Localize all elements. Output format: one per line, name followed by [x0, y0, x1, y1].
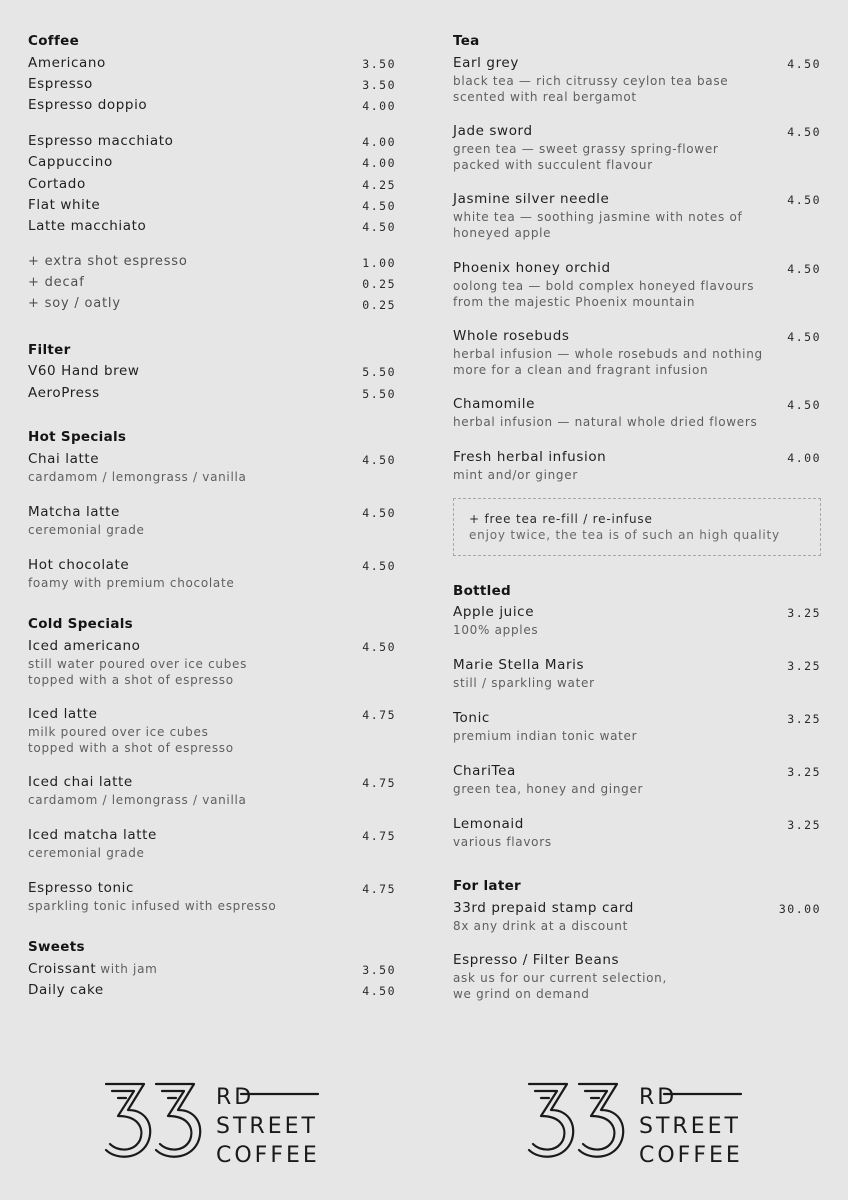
item-price: 4.50 [787, 262, 821, 276]
menu-item-cortado [28, 176, 396, 192]
item-name: Tonic [453, 710, 490, 726]
item-description-2: honeyed apple [453, 226, 552, 240]
menu-item-jade-sword [453, 123, 821, 173]
menu-item-espresso-macchiato [28, 133, 396, 149]
item-description-2: more for a clean and fragrant infusion [453, 363, 709, 377]
item-description: premium indian tonic water [453, 729, 638, 743]
item-name: Latte macchiato [28, 218, 147, 234]
item-name: Lemonaid [453, 816, 524, 832]
item-name: Iced chai latte [28, 774, 133, 790]
item-name: Apple juice [453, 604, 535, 620]
item-description-2: topped with a shot of espresso [28, 741, 234, 755]
item-description: milk poured over ice cubes [28, 725, 209, 739]
logo-line-1: RD [216, 1085, 255, 1110]
menu-item-jasmine-silver-needle [453, 191, 821, 241]
item-name: 33rd prepaid stamp card [453, 900, 634, 916]
item-price: 3.25 [787, 606, 821, 620]
item-name-text: Croissant [28, 961, 97, 977]
item-description: still / sparkling water [453, 676, 595, 690]
item-price: 4.25 [362, 178, 396, 192]
menu-item-espresso-doppio [28, 97, 396, 113]
addon-decaf [28, 275, 396, 291]
brand-logo-mark [527, 1080, 747, 1166]
menu-item-earl-grey [453, 55, 821, 105]
item-name: Cappuccino [28, 154, 113, 170]
menu-item-beans [453, 952, 821, 1002]
item-price: 4.50 [362, 984, 396, 998]
item-note: with jam [100, 962, 158, 976]
item-price: 4.00 [362, 156, 396, 170]
item-description: foamy with premium chocolate [28, 576, 235, 590]
section-title-coffee: Coffee [28, 33, 80, 49]
item-description: black tea — rich citrussy ceylon tea base [453, 74, 729, 88]
item-name: Cortado [28, 176, 86, 192]
brand-logo-left [104, 1080, 324, 1166]
menu-item-aeropress [28, 385, 396, 401]
menu-item-cappuccino [28, 154, 396, 170]
menu-item-flat-white [28, 197, 396, 213]
item-price: 4.50 [362, 559, 396, 573]
menu-item-lemonaid [453, 816, 821, 850]
item-description: various flavors [453, 835, 552, 849]
item-price: 4.50 [787, 57, 821, 71]
item-name: Phoenix honey orchid [453, 260, 611, 276]
item-name: Iced latte [28, 706, 98, 722]
addon-soy-oatly [28, 296, 396, 312]
item-description-2: we grind on demand [453, 987, 590, 1001]
item-price: 3.50 [362, 963, 396, 977]
item-price: 3.25 [787, 765, 821, 779]
item-price: 4.00 [787, 451, 821, 465]
item-name: Espresso macchiato [28, 133, 174, 149]
brand-logo-mark [104, 1080, 324, 1166]
item-name: Iced matcha latte [28, 827, 157, 843]
item-name: Chamomile [453, 396, 536, 412]
brand-logo-right [527, 1080, 747, 1166]
item-price: 4.50 [362, 199, 396, 213]
item-price: 5.50 [362, 387, 396, 401]
menu-item-chamomile [453, 396, 821, 430]
addon-price: 0.25 [362, 277, 396, 291]
item-description: cardamom / lemongrass / vanilla [28, 793, 247, 807]
menu-item-v60 [28, 363, 396, 379]
item-name: Espresso [28, 76, 93, 92]
item-price: 4.50 [362, 220, 396, 234]
item-price: 3.50 [362, 57, 396, 71]
item-description: green tea — sweet grassy spring-flower [453, 142, 719, 156]
menu-item-matcha-latte [28, 504, 396, 538]
section-title-cold-specials: Cold Specials [28, 616, 134, 632]
item-price: 4.75 [362, 776, 396, 790]
item-description: white tea — soothing jasmine with notes of [453, 210, 743, 224]
menu-item-iced-matcha-latte [28, 827, 396, 861]
item-name: Iced americano [28, 638, 141, 654]
menu-item-tonic [453, 710, 821, 744]
addon-name: + soy / oatly [28, 296, 121, 311]
addon-price: 1.00 [362, 256, 396, 270]
item-description-2: packed with succulent flavour [453, 158, 653, 172]
item-price: 3.25 [787, 659, 821, 673]
item-price: 4.50 [787, 193, 821, 207]
item-name: Earl grey [453, 55, 519, 71]
item-description: ceremonial grade [28, 846, 145, 860]
item-price: 3.25 [787, 818, 821, 832]
menu-item-americano [28, 55, 396, 71]
item-name: Jade sword [453, 123, 533, 139]
logo-line-3: COFFEE [216, 1143, 320, 1166]
logo-line-1: RD [639, 1085, 678, 1110]
item-name: Flat white [28, 197, 101, 213]
item-description: cardamom / lemongrass / vanilla [28, 470, 247, 484]
item-description: green tea, honey and ginger [453, 782, 644, 796]
menu-item-espresso [28, 76, 396, 92]
menu-item-charitea [453, 763, 821, 797]
menu-item-iced-americano [28, 638, 396, 688]
item-price: 4.50 [362, 453, 396, 467]
section-title-sweets: Sweets [28, 939, 85, 955]
menu-item-latte-macchiato [28, 218, 396, 234]
tea-refill-notice [453, 498, 821, 556]
item-description: ceremonial grade [28, 523, 145, 537]
item-description: still water poured over ice cubes [28, 657, 248, 671]
item-name: ChariTea [453, 763, 516, 779]
menu-item-marie-stella-maris [453, 657, 821, 691]
section-title-for-later: For later [453, 878, 522, 894]
menu-item-croissant [28, 961, 396, 977]
item-description: sparkling tonic infused with espresso [28, 899, 277, 913]
menu-item-daily-cake [28, 982, 396, 998]
item-description: 100% apples [453, 623, 539, 637]
item-name: Jasmine silver needle [453, 191, 610, 207]
item-description-2: topped with a shot of espresso [28, 673, 234, 687]
item-name [28, 961, 396, 977]
item-name: Hot chocolate [28, 557, 130, 573]
item-description-2: from the majestic Phoenix mountain [453, 295, 696, 309]
addon-name: + extra shot espresso [28, 254, 188, 269]
item-price: 4.50 [362, 506, 396, 520]
addon-name: + decaf [28, 275, 85, 290]
item-price: 4.75 [362, 882, 396, 896]
item-price: 4.50 [362, 640, 396, 654]
menu-item-fresh-herbal-infusion [453, 449, 821, 483]
item-name: Americano [28, 55, 106, 71]
item-name: AeroPress [28, 385, 100, 401]
item-name: V60 Hand brew [28, 363, 140, 379]
section-title-filter: Filter [28, 342, 71, 358]
item-price: 4.50 [787, 125, 821, 139]
menu-item-chai-latte [28, 451, 396, 485]
menu-item-iced-chai-latte [28, 774, 396, 808]
menu-item-phoenix-honey-orchid [453, 260, 821, 310]
item-price: 3.25 [787, 712, 821, 726]
section-title-tea: Tea [453, 33, 480, 49]
logo-line-2: STREET [639, 1114, 741, 1139]
section-title-hot-specials: Hot Specials [28, 429, 127, 445]
item-name: Espresso / Filter Beans [453, 952, 620, 968]
item-price: 5.50 [362, 365, 396, 379]
item-name: Espresso doppio [28, 97, 148, 113]
item-description: oolong tea — bold complex honeyed flavours [453, 279, 755, 293]
menu-item-iced-latte [28, 706, 396, 756]
item-name: Espresso tonic [28, 880, 134, 896]
item-description-2: scented with real bergamot [453, 90, 637, 104]
item-price: 4.75 [362, 708, 396, 722]
addon-price: 0.25 [362, 298, 396, 312]
logo-line-2: STREET [216, 1114, 318, 1139]
refill-line-1: + free tea re-fill / re-infuse [469, 512, 653, 526]
item-price: 4.50 [787, 330, 821, 344]
item-price: 4.00 [362, 135, 396, 149]
menu-item-whole-rosebuds [453, 328, 821, 378]
item-description: 8x any drink at a discount [453, 919, 628, 933]
addon-extra-shot [28, 254, 396, 270]
item-price: 30.00 [778, 902, 821, 916]
item-price: 4.75 [362, 829, 396, 843]
item-name: Daily cake [28, 982, 104, 998]
item-name: Whole rosebuds [453, 328, 570, 344]
item-description: herbal infusion — whole rosebuds and nothing [453, 347, 763, 361]
menu-item-apple-juice [453, 604, 821, 638]
item-price: 4.50 [787, 398, 821, 412]
item-name: Marie Stella Maris [453, 657, 585, 673]
section-title-bottled: Bottled [453, 583, 512, 599]
item-name: Matcha latte [28, 504, 120, 520]
menu-item-espresso-tonic [28, 880, 396, 914]
item-description: herbal infusion — natural whole dried flowers [453, 415, 758, 429]
item-price: 4.00 [362, 99, 396, 113]
menu-item-stamp-card [453, 900, 821, 934]
item-price: 3.50 [362, 78, 396, 92]
item-description: mint and/or ginger [453, 468, 578, 482]
menu-item-hot-chocolate [28, 557, 396, 591]
item-name: Chai latte [28, 451, 100, 467]
item-name: Fresh herbal infusion [453, 449, 607, 465]
refill-line-2: enjoy twice, the tea is of such an high quality [469, 528, 780, 542]
logo-line-3: COFFEE [639, 1143, 743, 1166]
item-description: ask us for our current selection, [453, 971, 668, 985]
